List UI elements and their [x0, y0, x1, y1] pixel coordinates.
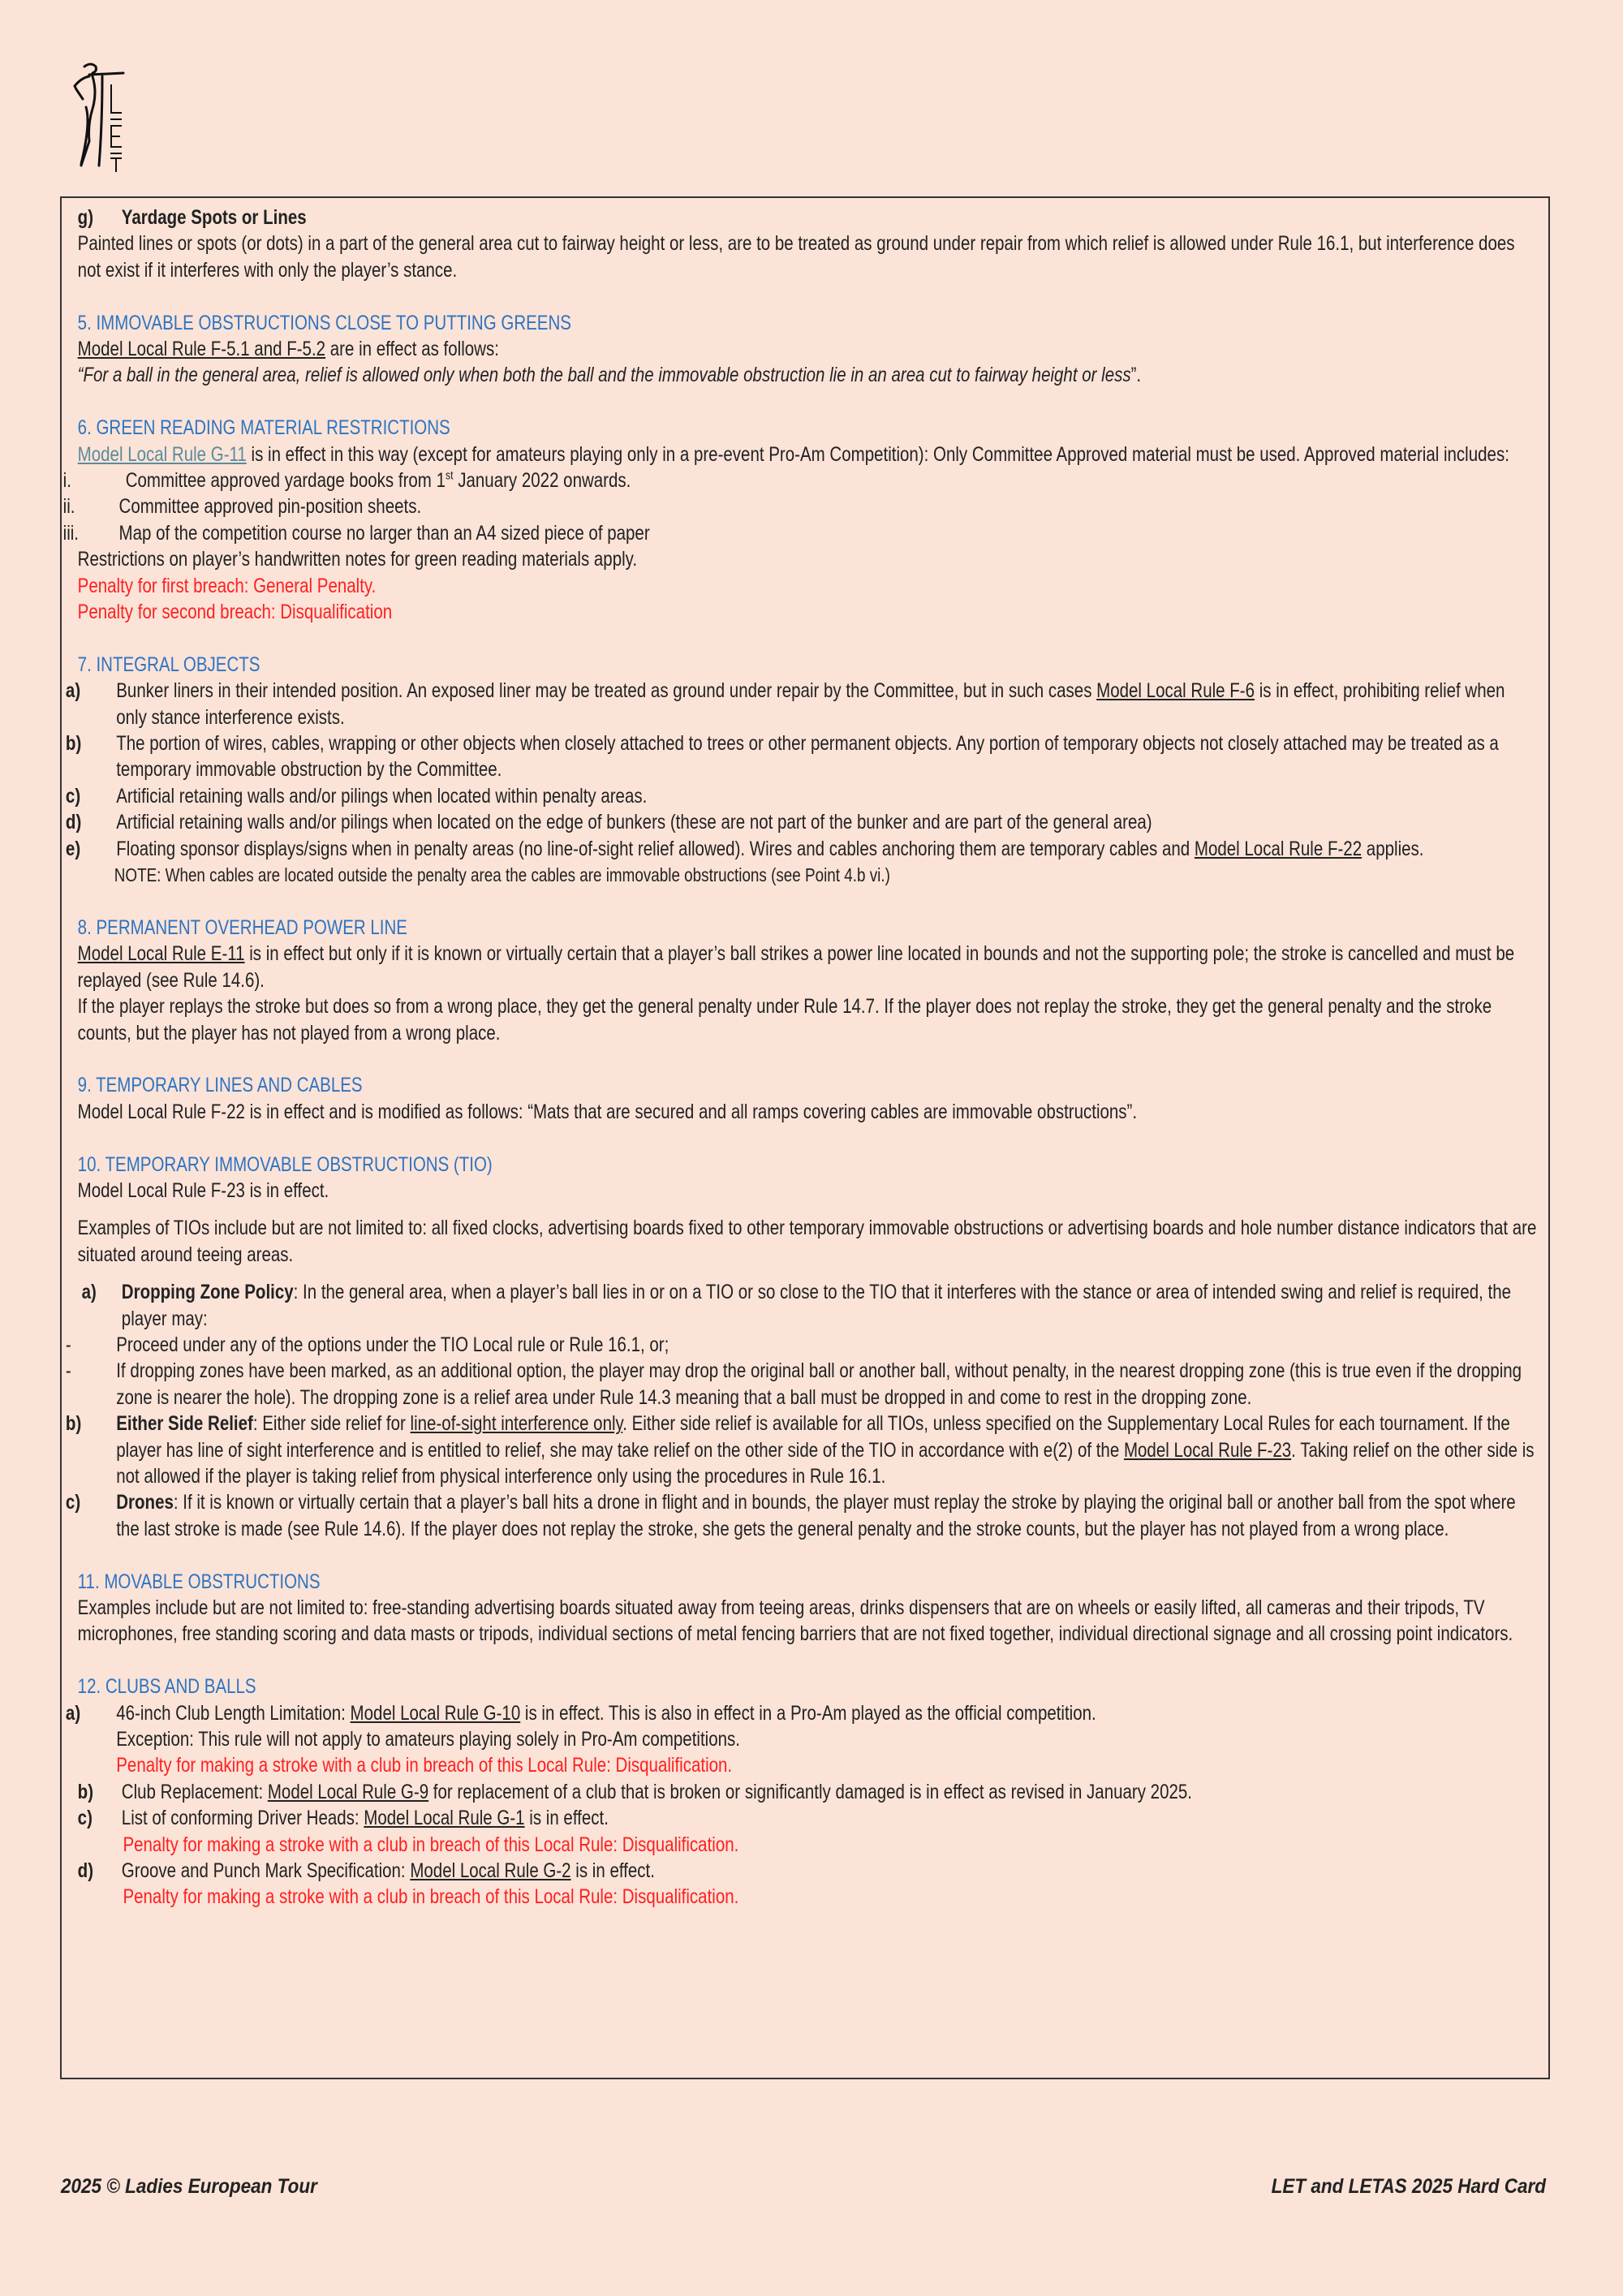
- text-segment: are in effect as follows:: [325, 338, 499, 361]
- text-segment: Penalty for making a stroke with a club in breach of this Local Rule: Disqualification.: [123, 1833, 739, 1856]
- list-item: [62, 1700, 1549, 1726]
- bold-term: Either Side Relief: [116, 1412, 253, 1436]
- penalty-text: [62, 599, 1549, 625]
- list-item-marker: c): [65, 784, 81, 808]
- list-item: [62, 809, 1549, 835]
- paragraph: [62, 862, 1549, 888]
- text-segment: Proceed under any of the options under the TIO Local rule or Rule 16.1, or;: [116, 1333, 669, 1356]
- footer-copyright: 2025 © Ladies European Tour: [61, 2175, 317, 2198]
- local-rules-content: [62, 205, 1549, 1910]
- text-segment: is in effect but only if it is known or virtually certain that a player’s ball strikes a power line located in bounds and not the supporting pole; the stroke is cancelled and must be replayed (see Rule 14.6).: [77, 942, 1515, 992]
- paragraph: [62, 941, 1549, 993]
- text-segment: Penalty for first breach: General Penalty.: [77, 574, 377, 597]
- list-item: [62, 678, 1549, 730]
- list-item-marker: a): [65, 679, 81, 703]
- paragraph: [62, 546, 1549, 572]
- text-segment: Penalty for making a stroke with a club in breach of this Local Rule: Disqualification.: [116, 1754, 733, 1777]
- list-item: [62, 783, 1549, 809]
- text-segment: . Taking relief on the other side is not allowed if the player is taking relief from physical interference only using the procedures in Rule 16.1.: [116, 1438, 1535, 1488]
- text-segment: Exception: This rule will not apply to amateurs playing solely in Pro-Am competitions.: [116, 1728, 740, 1751]
- section-heading: [62, 652, 1549, 678]
- list-item-marker: c): [65, 1491, 81, 1514]
- text-segment: Penalty for second breach: Disqualification: [77, 601, 393, 624]
- list-item: [62, 1805, 1549, 1831]
- text-segment: Artificial retaining walls and/or pilings when located on the edge of bunkers (these are not part of the bunker and are part of the general area): [116, 811, 1152, 834]
- text-segment: . Either side relief is available for all TIOs, unless specified on the Supplementary Local Rules for each tournament. If the player has line of sight interference and is entitled to relief, she may take relief on the other side of the TIO in accordance with e(2) of the: [116, 1412, 1510, 1462]
- list-item: [62, 836, 1549, 862]
- text-segment: st: [445, 468, 454, 483]
- list-item: [62, 1279, 1549, 1332]
- paragraph: [62, 1099, 1549, 1125]
- list-item-marker: i.: [62, 469, 71, 493]
- text-segment: 8. PERMANENT OVERHEAD POWER LINE: [77, 915, 407, 939]
- text-segment: Groove and Punch Mark Specification:: [121, 1859, 411, 1883]
- text-segment: 5. IMMOVABLE OBSTRUCTIONS CLOSE TO PUTTING GREENS: [77, 311, 571, 334]
- local-rules-box: [60, 196, 1550, 2079]
- penalty-text: [62, 1884, 1549, 1910]
- list-item: [62, 1411, 1549, 1489]
- rule-reference-link[interactable]: Model Local Rule G-1: [364, 1807, 525, 1830]
- paragraph: [62, 230, 1549, 283]
- section-heading: [62, 1674, 1549, 1699]
- rule-reference-link[interactable]: Model Local Rule E-11: [77, 942, 245, 966]
- section-heading: [62, 1072, 1549, 1098]
- text-segment: 11. MOVABLE OBSTRUCTIONS: [77, 1570, 321, 1593]
- text-segment: 6. GREEN READING MATERIAL RESTRICTIONS: [77, 416, 450, 440]
- rule-reference-link[interactable]: Model Local Rule G-10: [350, 1701, 521, 1725]
- text-segment: is in effect.: [524, 1807, 609, 1830]
- text-segment: Bunker liners in their intended position. An exposed liner may be treated as ground under repair by the Committee, but in such cases: [116, 679, 1097, 703]
- section-heading: [62, 1152, 1549, 1178]
- text-segment: Club Replacement:: [121, 1780, 268, 1803]
- text-segment: January 2022 onwards.: [453, 469, 631, 493]
- text-segment: The portion of wires, cables, wrapping or other objects when closely attached to trees or other permanent objects. Any portion of temporary objects not closely attached may be treated as a temporary immovable obstruction by the Committee.: [116, 732, 1499, 782]
- paragraph: [62, 993, 1549, 1046]
- list-item-marker: d): [77, 1859, 94, 1883]
- text-segment: : In the general area, when a player’s ball lies in or on a TIO or so close to the TIO that it interferes with the stance or area of intended swing and relief is required, the player may:: [121, 1281, 1512, 1330]
- list-item-marker: b): [65, 732, 82, 756]
- list-item-marker: c): [77, 1807, 93, 1830]
- list-item-marker: g): [77, 206, 94, 229]
- text-segment: is in effect. This is also in effect in a Pro-Am played as the official competition.: [520, 1701, 1096, 1725]
- text-segment: 46-inch Club Length Limitation:: [116, 1701, 351, 1725]
- text-segment: Examples of TIOs include but are not limited to: all fixed clocks, advertising boards fixed to other temporary immovable obstructions or advertising boards and hole number distance indicators that are situated around teeing areas.: [77, 1217, 1537, 1266]
- text-segment: 7. INTEGRAL OBJECTS: [77, 653, 260, 676]
- section-heading: [62, 415, 1549, 441]
- rule-reference-link[interactable]: Model Local Rule G-11: [77, 442, 247, 466]
- text-segment: 12. CLUBS AND BALLS: [77, 1675, 256, 1699]
- footer-document-title: LET and LETAS 2025 Hard Card: [1271, 2175, 1546, 2198]
- penalty-text: [62, 1752, 1549, 1778]
- rule-reference-link[interactable]: Model Local Rule F-6: [1096, 679, 1255, 703]
- bold-term: Drones: [116, 1491, 174, 1514]
- text-segment: is in effect in this way (except for amateurs playing only in a pre-event Pro-Am Competition): Only Committee Approved material must be used. Approved material includes:: [246, 442, 1509, 466]
- paragraph: [62, 1726, 1549, 1752]
- section-heading: [62, 915, 1549, 941]
- list-item: [62, 205, 1549, 230]
- list-item-marker: ii.: [62, 495, 75, 519]
- text-segment: Map of the competition course no larger than an A4 sized piece of paper: [118, 521, 650, 545]
- text-segment: : If it is known or virtually certain that a player’s ball hits a drone in flight and in bounds, the player must replay the stroke by playing the original ball or another ball from the spot where the last stroke is made (see Rule 14.6). If the player does not replay the stroke, she gets the general penalty and the stroke counts, but the player has not played from a wrong place.: [116, 1491, 1516, 1540]
- rule-reference-link[interactable]: Model Local Rule F-5.1 and F-5.2: [77, 338, 326, 361]
- text-segment: If the player replays the stroke but does so from a wrong place, they get the general penalty under Rule 14.7. If the player does not replay the stroke, they get the general penalty and the stroke counts, but the player has not played from a wrong place.: [77, 995, 1492, 1045]
- paragraph: [62, 1595, 1549, 1648]
- text-segment: Committee approved pin-position sheets.: [118, 495, 422, 519]
- rule-reference-link[interactable]: Model Local Rule G-9: [267, 1780, 429, 1803]
- list-item: [62, 1332, 1549, 1358]
- text-segment: applies.: [1362, 837, 1424, 860]
- text-segment: Model Local Rule F-23 is in effect.: [77, 1178, 329, 1202]
- let-logo: [68, 58, 166, 172]
- list-item-marker: a): [81, 1281, 97, 1304]
- section-heading: [62, 310, 1549, 336]
- list-item-marker: iii.: [62, 521, 79, 545]
- list-item: [62, 1858, 1549, 1884]
- list-item: [62, 1358, 1549, 1411]
- text-segment: Floating sponsor displays/signs when in penalty areas (no line-of-sight relief allowed). Wires and cables anchoring them are temporary cables and: [116, 837, 1195, 860]
- list-item-marker: a): [65, 1701, 81, 1725]
- list-item-marker: d): [65, 811, 82, 834]
- text-segment: : Either side relief for: [252, 1412, 411, 1436]
- text-segment: NOTE: When cables are located outside the penalty area the cables are immovable obstructions (see Point 4.b vi.): [114, 864, 890, 886]
- text-segment: “For a ball in the general area, relief is allowed only when both the ball and the immovable obstruction lie in an area cut to fairway height or less: [77, 364, 1131, 387]
- text-segment: List of conforming Driver Heads:: [121, 1807, 364, 1830]
- paragraph: [62, 442, 1549, 467]
- list-item-marker: e): [65, 837, 81, 860]
- text-segment: Restrictions on player’s handwritten notes for green reading materials apply.: [77, 548, 638, 571]
- penalty-text: [62, 1832, 1549, 1858]
- list-item: [62, 1489, 1549, 1542]
- text-segment: for replacement of a club that is broken or significantly damaged is in effect as revised in January 2025.: [428, 1780, 1192, 1803]
- text-segment: is in effect.: [570, 1859, 655, 1883]
- bold-term: Dropping Zone Policy: [121, 1281, 294, 1304]
- section-heading: [62, 1569, 1549, 1595]
- list-item: [62, 1779, 1549, 1805]
- list-item: [62, 467, 1549, 493]
- paragraph: [62, 1178, 1549, 1204]
- paragraph: [62, 336, 1549, 362]
- list-item-marker: b): [77, 1780, 94, 1803]
- text-segment: Artificial retaining walls and/or pilings when located within penalty areas.: [116, 784, 648, 808]
- text-segment: Painted lines or spots (or dots) in a part of the general area cut to fairway height or less, are to be treated as ground under repair from which relief is allowed under Rule 16.1, but interference does not exist if it interferes with only the player’s stance.: [77, 232, 1515, 282]
- text-segment: Examples include but are not limited to: free-standing advertising boards situated away from teeing areas, drinks dispensers that are on wheels or easily lifted, all cameras and their tripods, TV microphones, free standing scoring and data masts or tripods, individual sections of metal fencing barriers that are not fixed together, individual directional signage and all crossing point indicators.: [77, 1596, 1513, 1646]
- list-item-marker: -: [65, 1359, 71, 1383]
- list-item-marker: -: [65, 1333, 71, 1356]
- rule-reference-link[interactable]: Model Local Rule F-23: [1123, 1438, 1292, 1462]
- text-segment: Committee approved yardage books from 1: [125, 469, 446, 493]
- bold-term: Yardage Spots or Lines: [121, 206, 307, 229]
- list-item: [62, 730, 1549, 783]
- rule-reference-link[interactable]: line-of-sight interference only: [410, 1412, 623, 1436]
- list-item: [62, 520, 1549, 546]
- text-segment: Penalty for making a stroke with a club in breach of this Local Rule: Disqualification.: [123, 1885, 739, 1909]
- text-segment: is in effect, prohibiting relief when only stance interference exists.: [116, 679, 1505, 729]
- text-segment: ”.: [1130, 364, 1142, 387]
- penalty-text: [62, 573, 1549, 599]
- paragraph: [62, 1215, 1549, 1268]
- golfer-logo-icon: [68, 58, 166, 172]
- text-segment: 9. TEMPORARY LINES AND CABLES: [77, 1074, 363, 1097]
- text-segment: Model Local Rule F-22 is in effect and is modified as follows: “Mats that are secured and all ramps covering cables are immovable obstructions”.: [77, 1100, 1138, 1123]
- rule-reference-link[interactable]: Model Local Rule G-2: [410, 1859, 571, 1883]
- paragraph: [62, 362, 1549, 388]
- text-segment: If dropping zones have been marked, as an additional option, the player may drop the original ball or another ball, without penalty, in the nearest dropping zone (this is true even if the dropping zone is nearer the hole). The dropping zone is a relief area under Rule 14.3 meaning that a ball must be dropped in and come to rest in the dropping zone.: [116, 1359, 1522, 1409]
- list-item: [62, 493, 1549, 519]
- text-segment: 10. TEMPORARY IMMOVABLE OBSTRUCTIONS (TIO): [77, 1152, 493, 1176]
- rule-reference-link[interactable]: Model Local Rule F-22: [1194, 837, 1363, 860]
- list-item-marker: b): [65, 1412, 82, 1436]
